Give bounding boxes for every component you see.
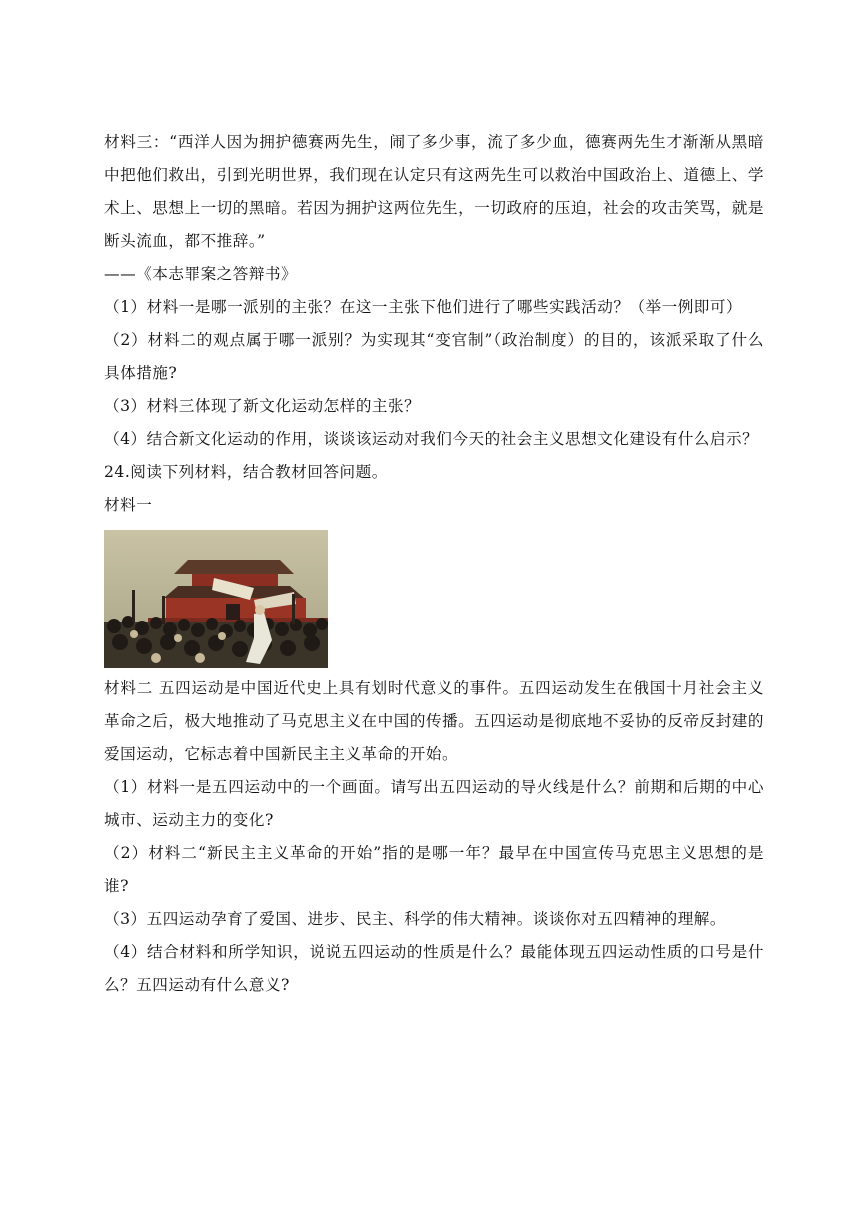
- document-content: [104, 126, 764, 1002]
- question-24-1: （1）材料一是五四运动中的一个画面。请写出五四运动的导火线是什么？前期和后期的中心城市、运动主力的变化?: [104, 778, 764, 829]
- material2-text: 材料二 五四运动是中国近代史上具有划时代意义的事件。五四运动发生在俄国十月社会主义革命之后，极大地推动了马克思主义在中国的传播。五四运动是彻底地不妥协的反帝反封建的爱国运动，它标志着中国新民主主义革命的开始。: [104, 679, 764, 763]
- question-24-title: 24.阅读下列材料，结合教材回答问题。: [104, 463, 388, 481]
- material3-source: ——《本志罪案之答辩书》: [104, 265, 298, 283]
- question-23-1: （1）材料一是哪一派别的主张？在这一主张下他们进行了哪些实践活动？（举一例即可）: [104, 298, 743, 316]
- question-24-3: （3）五四运动孕育了爱国、进步、民主、科学的伟大精神。谈谈你对五四精神的理解。: [104, 910, 726, 928]
- material3-text: 材料三：“西洋人因为拥护德赛两先生，闹了多少事，流了多少血，德赛两先生才渐渐从黑暗中把他们救出，引到光明世界，我们现在认定只有这两先生可以救治中国政治上、道德上、学术上、思想上一切的黑暗。若因为拥护这两位先生，一切政府的压迫，社会的攻击笑骂，就是断头流血，都不推辞。”: [104, 133, 764, 250]
- may-fourth-movement-painting: [104, 530, 328, 668]
- question-23-4: （4）结合新文化运动的作用，谈谈该运动对我们今天的社会主义思想文化建设有什么启示？: [104, 430, 759, 448]
- question-23-3: （3）材料三体现了新文化运动怎样的主张？: [104, 397, 421, 415]
- question-24-2: （2）材料二“新民主主义革命的开始”指的是哪一年？最早在中国宣传马克思主义思想的是谁?: [104, 844, 764, 895]
- material1-label: 材料一: [104, 496, 153, 514]
- question-24-4: （4）结合材料和所学知识，说说五四运动的性质是什么？最能体现五四运动性质的口号是什么？五四运动有什么意义?: [104, 943, 764, 994]
- question-23-2: （2）材料二的观点属于哪一派别？为实现其“变官制”（政治制度）的目的，该派采取了什么具体措施?: [104, 331, 764, 382]
